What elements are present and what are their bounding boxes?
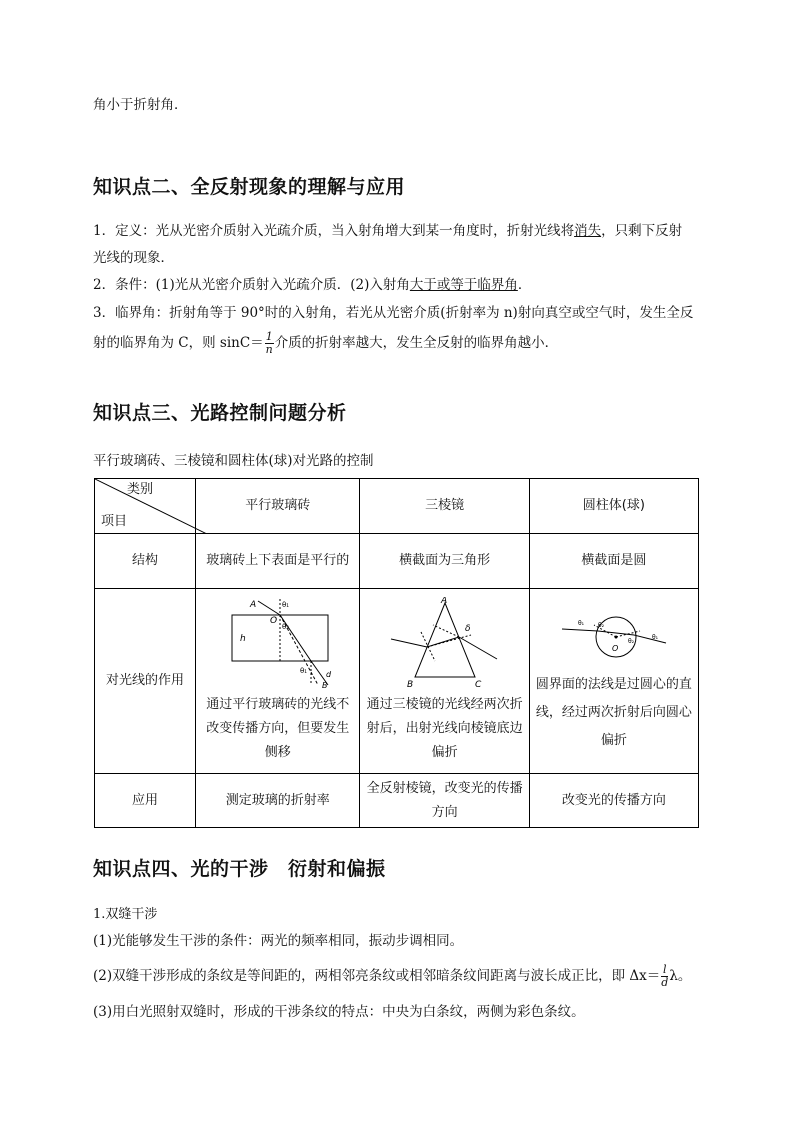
section3-title: 知识点三、光路控制问题分析: [93, 402, 347, 424]
definition-line1: 1．定义：光从光密介质射入光疏介质，当入射角增大到某一角度时，折射光线将消失，只剩下反射: [93, 223, 683, 239]
svg-text:A: A: [440, 597, 447, 606]
svg-text:B: B: [406, 680, 413, 689]
effect-cylinder-text: 圆界面的法线是过圆心的直线，经过两次折射后向圆心偏折: [535, 677, 692, 748]
critical-angle-line2: 射的临界角为 C，则 sinC＝ $\frac{1}{n}$ 介质的折射率越大，发生全反射的临界角越小．: [93, 330, 559, 356]
critical-angle-line1: 3．临界角：折射角等于 90°时的入射角，若光从光密介质(折射率为 n)射向真空或空气时，发生全反: [93, 305, 694, 321]
svg-text:θ₁: θ₁: [651, 634, 658, 641]
col-header-prism: 三棱镜: [360, 479, 529, 534]
optics-table: [94, 478, 699, 828]
col-header-cylinder: 圆柱体(球): [529, 479, 698, 534]
svg-text:θ₂: θ₂: [281, 623, 289, 631]
condition-line: 2．条件：(1)光从光密介质射入光疏介质．(2)入射角大于或等于临界角．: [93, 277, 532, 293]
section2-title: 知识点二、全反射现象的理解与应用: [93, 176, 406, 198]
section4-title: 知识点四、光的干涉 衍射和偏振: [93, 858, 386, 880]
slab-refraction-figure: [218, 597, 338, 689]
table-caption: 平行玻璃砖、三棱镜和圆柱体(球)对光路的控制: [93, 453, 374, 469]
svg-text:B: B: [321, 681, 328, 689]
svg-text:A: A: [249, 600, 256, 610]
cell-apply-cylinder: 改变光的传播方向: [529, 774, 698, 828]
corner-item: 项目: [101, 514, 128, 529]
svg-text:θ₁: θ₁: [281, 601, 289, 609]
prism-refraction-figure: [385, 597, 505, 689]
table-corner: [95, 479, 196, 534]
row-label-effect: 对光线的作用: [95, 589, 196, 774]
svg-text:O: O: [611, 644, 619, 653]
cell-effect-slab: [196, 589, 360, 774]
cell-structure-cylinder: 横截面是圆: [529, 534, 698, 589]
svg-text:θ₂: θ₂: [597, 622, 604, 629]
fraction-1-over-n: $\frac{1}{n}$: [265, 330, 273, 356]
col-header-slab: 平行玻璃砖: [196, 479, 360, 534]
cell-structure-prism: 横截面为三角形: [360, 534, 529, 589]
svg-text:h: h: [239, 634, 246, 644]
svg-text:d: d: [325, 670, 331, 679]
cell-effect-prism: [360, 589, 529, 774]
definition-line2: 光线的现象．: [93, 250, 174, 266]
svg-text:δ: δ: [464, 624, 471, 634]
svg-text:θ₁: θ₁: [299, 667, 307, 675]
double-slit-heading: 1.双缝干涉: [93, 907, 158, 922]
cell-apply-slab: 测定玻璃的折射率: [196, 774, 360, 828]
svg-text:θ₁: θ₁: [577, 620, 584, 627]
svg-text:θ₂: θ₂: [627, 638, 634, 645]
cell-apply-prism: 全反射棱镜，改变光的传播方向: [360, 774, 529, 828]
corner-category: 类别: [126, 482, 153, 497]
row-label-structure: 结构: [95, 534, 196, 589]
cell-effect-cylinder: [529, 589, 698, 774]
fraction-l-over-d: $\frac{l}{d}$: [661, 963, 669, 989]
effect-slab-text: 通过平行玻璃砖的光线不改变传播方向，但要发生侧移: [206, 697, 350, 760]
svg-text:O: O: [269, 616, 277, 626]
fringe-spacing: (2)双缝干涉形成的条纹是等间距的，两相邻亮条纹或相邻暗条纹间距离与波长成正比，即 Δx＝ $\frac{l}{d}$ λ。: [93, 963, 692, 989]
cylinder-refraction-figure: [554, 607, 674, 667]
intro-tail: 角小于折射角．: [93, 97, 188, 113]
svg-text:C: C: [474, 680, 481, 689]
cell-structure-slab: 玻璃砖上下表面是平行的: [196, 534, 360, 589]
white-light-fringes: (3)用白光照射双缝时，形成的干涉条纹的特点：中央为白条纹，两侧为彩色条纹。: [93, 1004, 585, 1020]
effect-prism-text: 通过三棱镜的光线经两次折射后，出射光线向棱镜底边偏折: [366, 697, 523, 760]
interference-condition: (1)光能够发生干涉的条件：两光的频率相同，振动步调相同。: [93, 933, 464, 949]
row-label-application: 应用: [95, 774, 196, 828]
